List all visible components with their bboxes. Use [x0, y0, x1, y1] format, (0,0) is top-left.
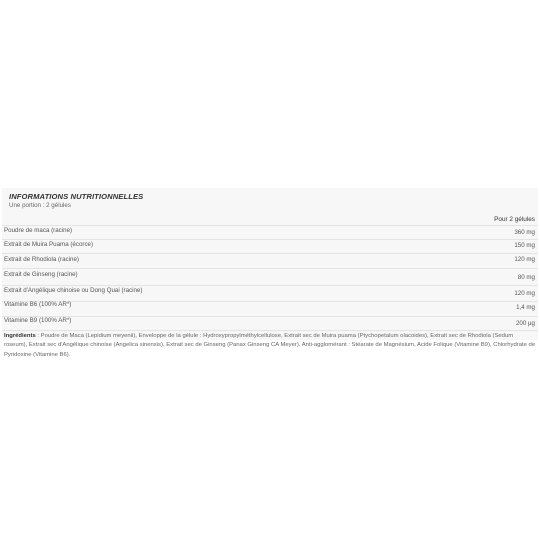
row-name: Vitamine B6 (100% AR*): [4, 301, 72, 308]
row-name: Poudre de maca (racine): [4, 227, 73, 234]
table-row: [2, 254, 538, 267]
row-divider: [2, 330, 538, 331]
ingredients-label: Ingrédients: [4, 333, 36, 339]
table-row: [2, 316, 538, 329]
row-value: 80 mg: [517, 274, 535, 281]
row-value: 150 mg: [514, 242, 535, 249]
table-row: [2, 240, 538, 253]
portion-label: Une portion : 2 gélules: [9, 202, 71, 209]
row-name: Extrait de Muira Puama (écorce): [4, 241, 94, 248]
row-value: 360 mg: [514, 229, 535, 236]
nutrition-title: INFORMATIONS NUTRITIONNELLES: [9, 192, 144, 201]
row-name: Extrait de Ginseng (racine): [4, 271, 78, 278]
table-row: [2, 269, 538, 282]
table-divider: [2, 225, 538, 226]
row-value: 200 µg: [515, 320, 535, 327]
row-value: 120 mg: [514, 256, 535, 263]
table-row: [2, 300, 538, 313]
row-name: Extrait d'Angélique chinoise ou Dong Quai (racine): [4, 287, 143, 294]
ingredients-paragraph: [4, 332, 536, 360]
row-name: Extrait de Rhodiola (racine): [4, 256, 79, 263]
table-row: [2, 286, 538, 299]
row-value: 120 mg: [514, 290, 535, 297]
row-value: 1,4 mg: [516, 304, 535, 311]
column-header: Pour 2 gélules: [494, 216, 535, 223]
ingredients-text: : Poudre de Maca (Lepidium meyenii), Enveloppe de la gélule : Hydroxypropylméthylcellulose, Extrait sec de Muira puama (Ptychopetalum olacoides), Extrait sec de Rhodiola (Sedum roseum), Extrait sec d'Angélique chinoise (Angelica sinensis), Extrait sec de Ginseng (Panax Ginseng CA Meyer), Anti-agglomérant : Stéarate de Magnésium, Acide Folique (Vitamine B9), Chlorhydrate de Pyridoxine (Vitamine B6).: [4, 333, 536, 358]
row-name: Vitamine B9 (100% AR*): [4, 317, 72, 324]
